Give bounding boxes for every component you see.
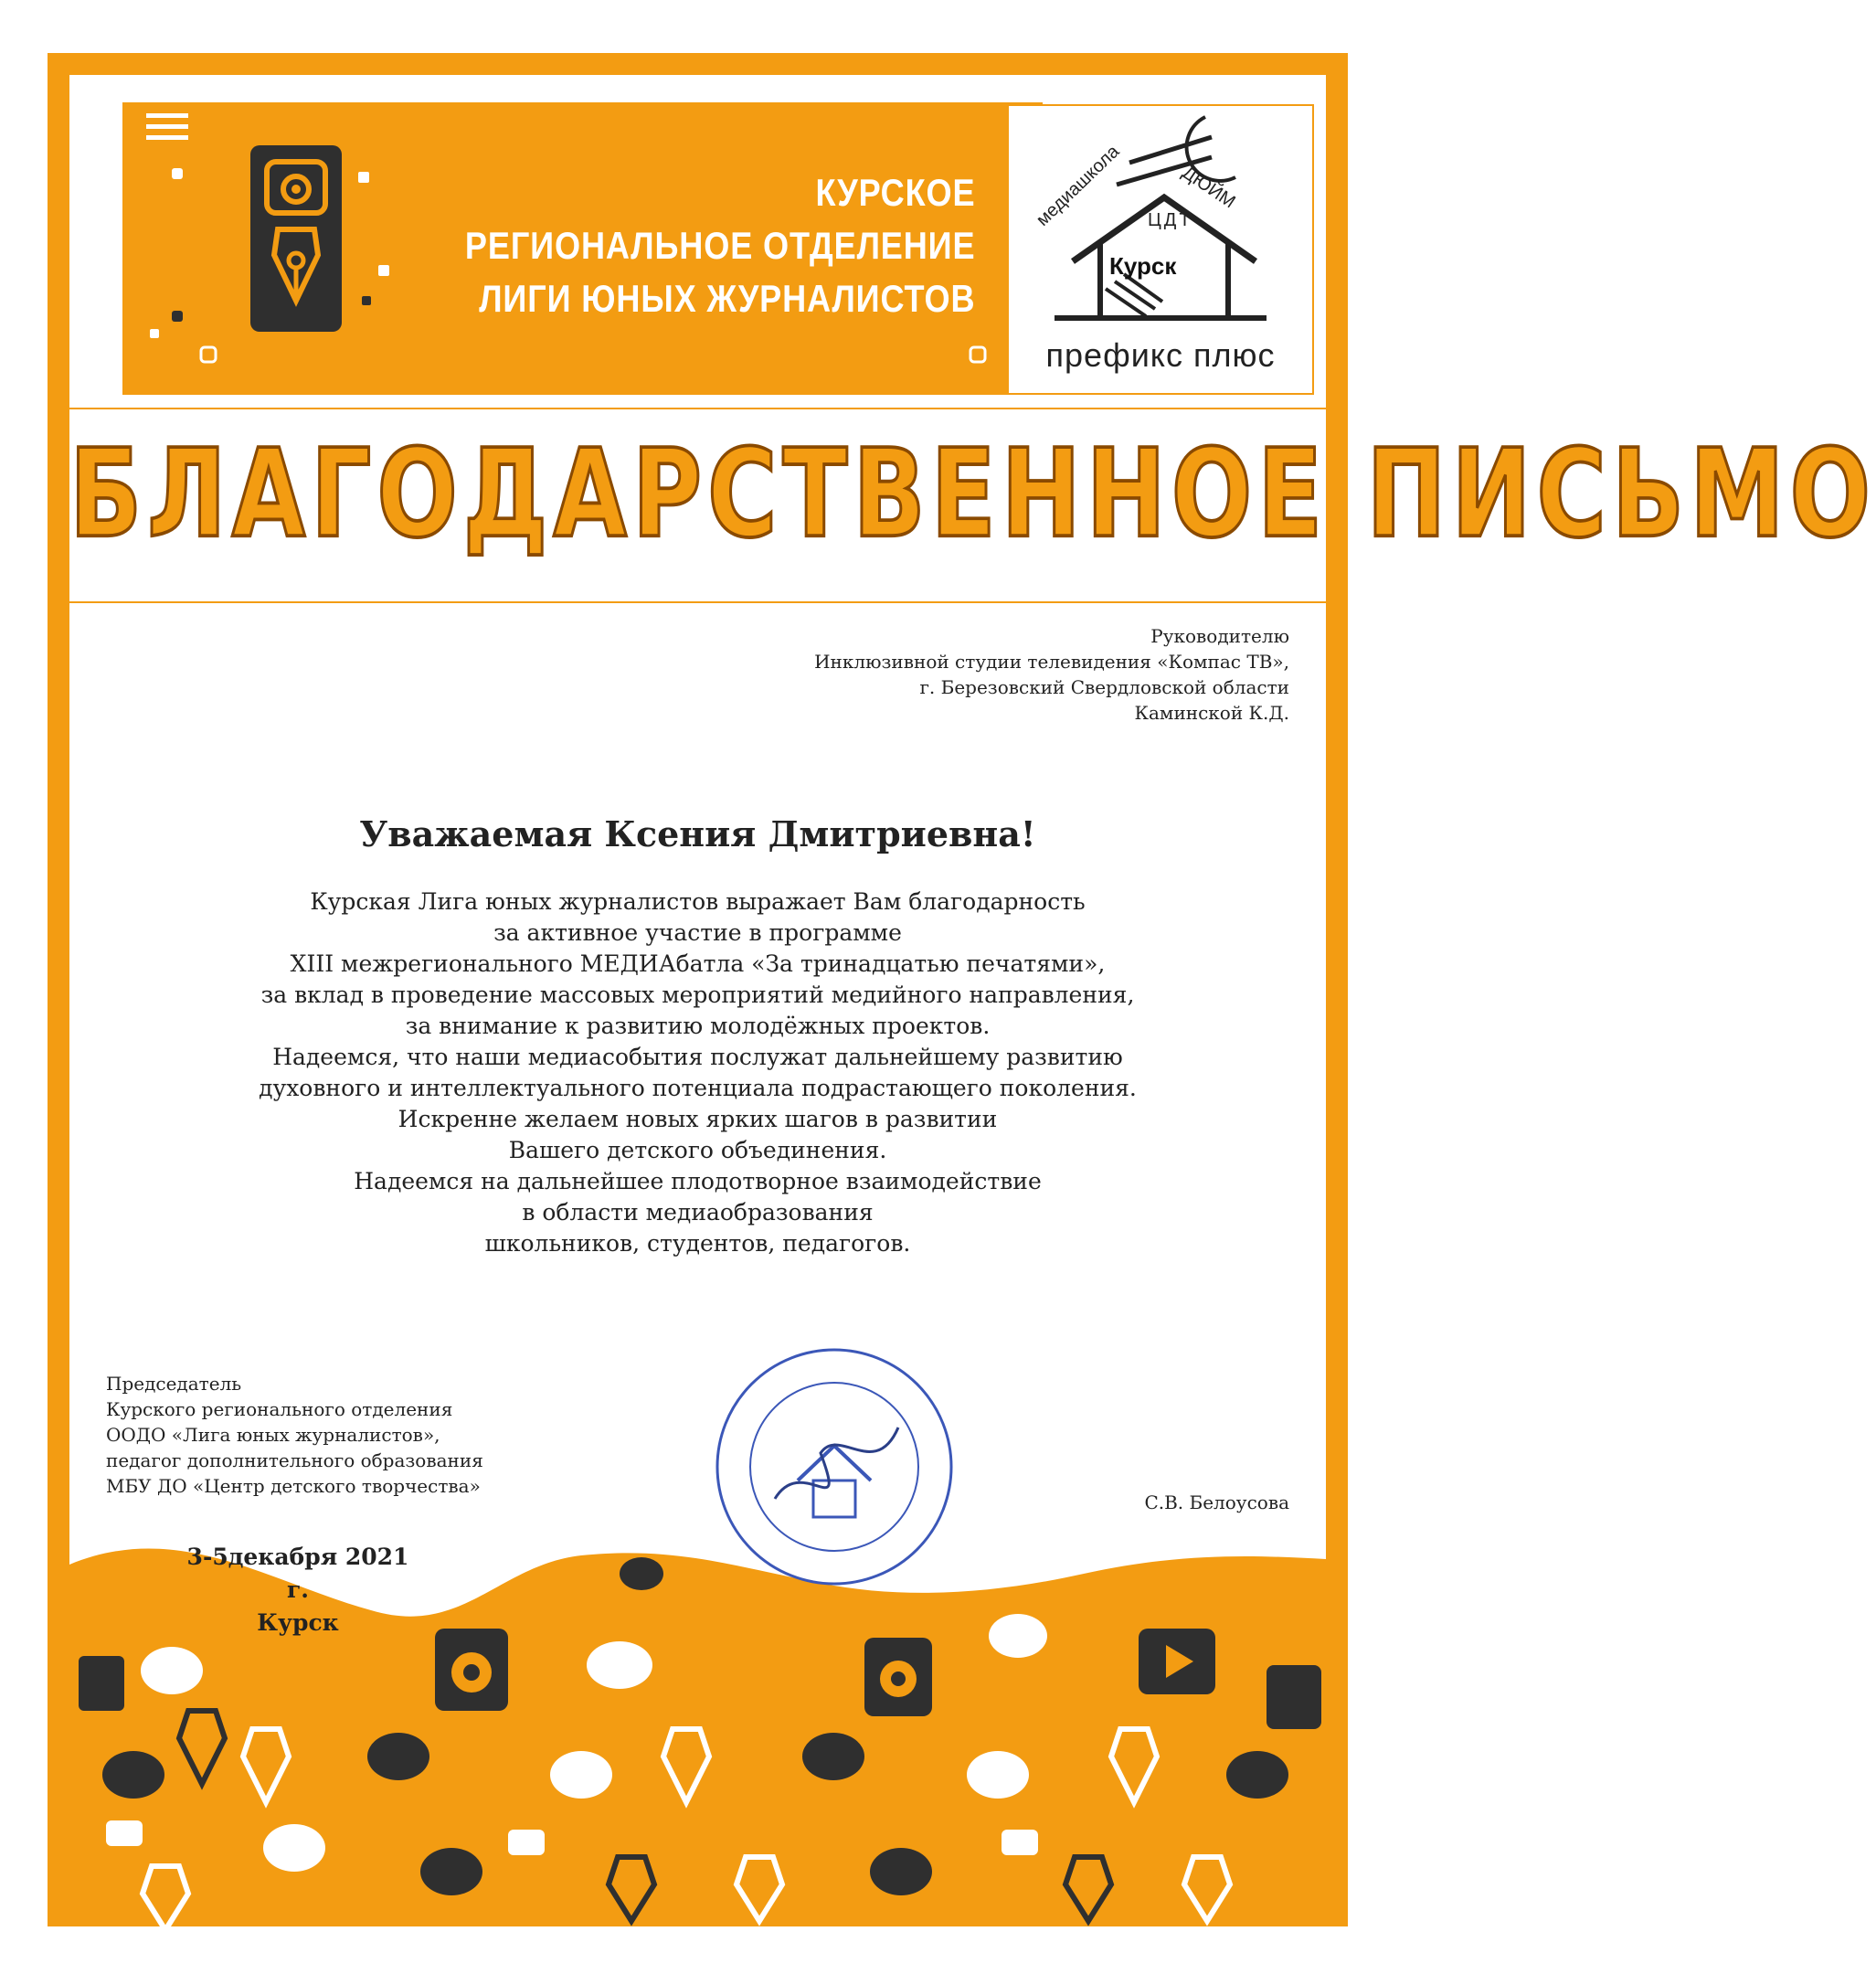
partner-logo bbox=[1007, 104, 1314, 395]
addressee-line: Руководителю bbox=[1150, 625, 1289, 647]
body-line: Курская Лига юных журналистов выражает Вам благодарность bbox=[310, 888, 1086, 915]
signatory-line: Курского регионального отделения bbox=[106, 1398, 453, 1420]
body-line: духовного и интеллектуального потенциала подрастающего поколения. bbox=[259, 1075, 1137, 1101]
organization-title bbox=[464, 166, 975, 325]
partner-duim-label: ДЮЙМ bbox=[1178, 162, 1239, 213]
org-line-2: РЕГИОНАЛЬНОЕ ОТДЕЛЕНИЕ bbox=[464, 224, 975, 267]
official-stamp-icon bbox=[711, 1343, 958, 1590]
body-line: XIII межрегионального МЕДИАбатла «За тринадцатью печатями», bbox=[290, 950, 1106, 977]
pen-camera-logo-icon bbox=[250, 145, 342, 332]
signatory-line: педагог дополнительного образования bbox=[106, 1449, 483, 1471]
org-line-3: ЛИГИ ЮНЫХ ЖУРНАЛИСТОВ bbox=[478, 277, 975, 320]
partner-cdt-label: ЦДТ bbox=[1148, 210, 1193, 230]
title-bottom-rule bbox=[69, 601, 1326, 603]
body-line: за вклад в проведение массовых мероприятий медийного направления, bbox=[260, 982, 1135, 1008]
body-line: Искренне желаем новых ярких шагов в развитии bbox=[397, 1106, 998, 1132]
city-line: Курск bbox=[257, 1609, 339, 1636]
org-line-1: КУРСКОЕ bbox=[815, 171, 975, 214]
body-line: за активное участие в программе bbox=[493, 919, 902, 946]
signatory-line: ООДО «Лига юных журналистов», bbox=[106, 1424, 440, 1446]
greeting: Уважаемая Ксения Дмитриевна! bbox=[359, 813, 1036, 854]
certificate-frame bbox=[48, 53, 1876, 1926]
partner-city-label: Курск bbox=[1109, 252, 1177, 280]
partner-name: префикс плюс bbox=[1045, 336, 1276, 374]
addressee-line: г. Березовский Свердловской области bbox=[919, 676, 1289, 698]
letter-body bbox=[69, 886, 1326, 1259]
date-block bbox=[179, 1541, 417, 1640]
body-line: Надеемся на дальнейшее плодотворное взаимодействие bbox=[354, 1168, 1042, 1194]
partner-school-label: медиашкола bbox=[1033, 141, 1124, 230]
addressee-line: Каминской К.Д. bbox=[1134, 702, 1289, 724]
signatory-line: Председатель bbox=[106, 1373, 242, 1395]
body-line: в области медиаобразования bbox=[522, 1199, 874, 1226]
addressee-block bbox=[814, 623, 1289, 726]
header-banner bbox=[122, 102, 1043, 395]
signer-name: С.В. Белоусова bbox=[1144, 1491, 1289, 1513]
document-title: БЛАГОДАРСТВЕННОЕ ПИСЬМО bbox=[69, 422, 1876, 566]
body-line: Вашего детского объединения. bbox=[508, 1137, 887, 1163]
date-line: 3-5декабря 2021 г. bbox=[186, 1544, 409, 1603]
body-line: Надеемся, что наши медиасобытия послужат дальнейшему развитию bbox=[272, 1044, 1123, 1070]
title-top-rule bbox=[69, 408, 1326, 409]
signatory-line: МБУ ДО «Центр детского творчества» bbox=[106, 1475, 481, 1497]
addressee-line: Инклюзивной студии телевидения «Компас ТВ», bbox=[814, 651, 1289, 673]
body-line: школьников, студентов, педагогов. bbox=[484, 1230, 911, 1257]
body-line: за внимание к развитию молодёжных проектов. bbox=[405, 1013, 991, 1039]
signatory-block bbox=[106, 1371, 483, 1499]
